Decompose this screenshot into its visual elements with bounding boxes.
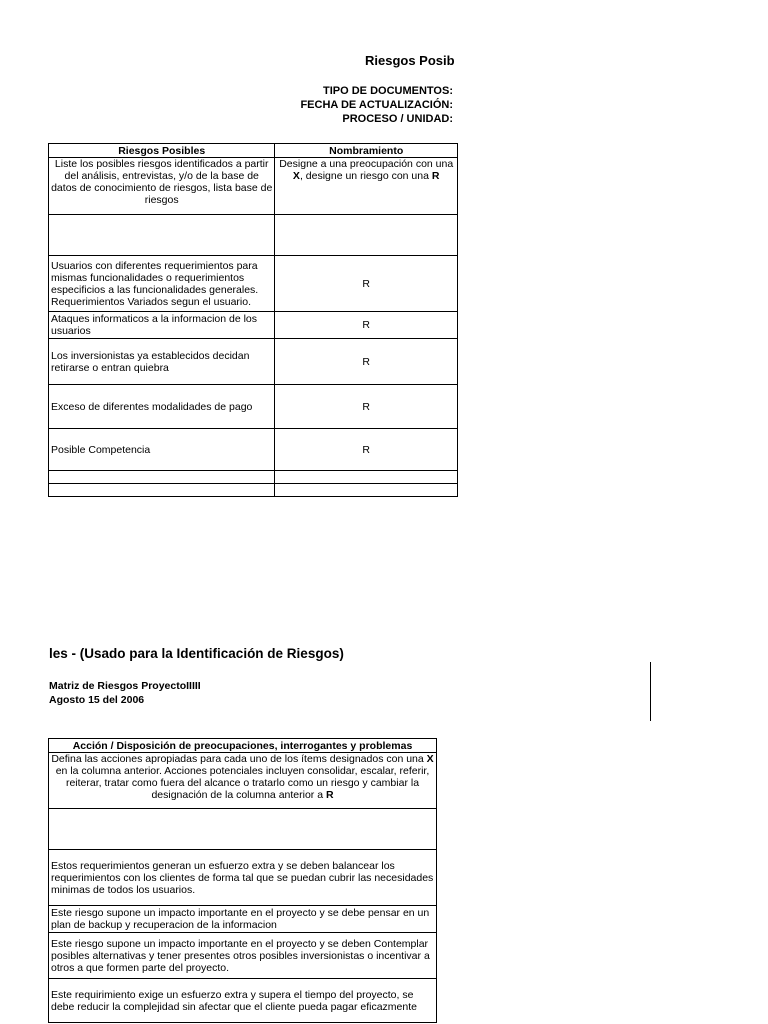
table-row — [49, 339, 458, 385]
designation-cell: R — [275, 385, 458, 429]
designation-cell: R — [275, 256, 458, 312]
action-cell — [49, 809, 437, 850]
table-row — [49, 484, 458, 497]
risks-instructions: Liste los posibles riesgos identificados a partir del análisis, entrevistas, y/o de la base de datos de conocimiento de riesgos, lista base de riesgos — [49, 158, 275, 215]
risks-table — [48, 143, 458, 497]
designation-cell — [275, 215, 458, 256]
actions-instructions: Defina las acciones apropiadas para cada uno de los ítems designados con una X en la columna anterior. Acciones potenciales incluyen consolidar, escalar, referir, reiterar, tratar como fuera del alcance o tratarlo como un riesgo y cambiar la designación de la columna anterior a R — [49, 753, 437, 809]
table-row — [49, 312, 458, 339]
date-subtitle: Agosto 15 del 2006 — [49, 694, 145, 706]
designation-instructions: Designe a una preocupación con una X, designe un riesgo con una R — [275, 158, 458, 215]
table-row — [49, 906, 437, 933]
column-header-risks: Riesgos Posibles — [49, 144, 275, 158]
table-row — [49, 850, 437, 906]
column-header-designation: Nombramiento — [275, 144, 458, 158]
instructions-row — [49, 158, 458, 215]
action-cell: Este requirimiento exige un esfuerzo extra y supera el tiempo del proyecto, se debe reducir la complejidad sin afectar que el cliente pueda pagar eficazmente — [49, 979, 437, 1023]
matrix-subtitle: Matriz de Riesgos ProyectoIIIII — [49, 680, 201, 692]
risk-cell: Posible Competencia — [49, 429, 275, 471]
designation-cell — [275, 484, 458, 497]
risk-cell: Ataques informaticos a la informacion de los usuarios — [49, 312, 275, 339]
risk-cell — [49, 484, 275, 497]
actions-table — [48, 738, 437, 1023]
table-row — [49, 979, 437, 1023]
designation-cell: R — [275, 339, 458, 385]
table-row — [49, 256, 458, 312]
table-row — [49, 471, 458, 484]
table-row — [49, 385, 458, 429]
instructions-row — [49, 753, 437, 809]
table-row — [49, 429, 458, 471]
table-row — [49, 933, 437, 979]
risk-cell: Usuarios con diferentes requerimientos para mismas funcionalidades o requerimientos especificios a las funcionalidades generales. Requerimientos Variados segun el usuario. — [49, 256, 275, 312]
process-unit-label: PROCESO / UNIDAD: — [342, 113, 453, 125]
risk-cell: Exceso de diferentes modalidades de pago — [49, 385, 275, 429]
update-date-label: FECHA DE ACTUALIZACIÓN: — [300, 99, 453, 111]
action-cell: Este riesgo supone un impacto importante en el proyecto y se debe pensar en un plan de backup y recuperacion de la informacion — [49, 906, 437, 933]
table-header-row — [49, 144, 458, 158]
page-title: Riesgos Posib — [365, 53, 455, 68]
designation-cell: R — [275, 429, 458, 471]
designation-cell: R — [275, 312, 458, 339]
risk-cell — [49, 471, 275, 484]
risk-cell: Los inversionistas ya establecidos decidan retirarse o entran quiebra — [49, 339, 275, 385]
action-cell: Este riesgo supone un impacto importante en el proyecto y se deben Contemplar posibles alternativas y tener presentes otros posibles inversionistas o incentivar a otros a que formen parte del proyecto. — [49, 933, 437, 979]
table-row — [49, 809, 437, 850]
designation-cell — [275, 471, 458, 484]
doc-type-label: TIPO DE DOCUMENTOS: — [323, 85, 453, 97]
table-row — [49, 215, 458, 256]
divider-line — [650, 662, 651, 721]
risk-cell — [49, 215, 275, 256]
table-header-row — [49, 739, 437, 753]
section-title: les - (Usado para la Identificación de Riesgos) — [49, 646, 344, 661]
column-header-actions: Acción / Disposición de preocupaciones, interrogantes y problemas — [49, 739, 437, 753]
action-cell: Estos requerimientos generan un esfuerzo extra y se deben balancear los requerimientos con los clientes de forma tal que se puedan cubrir las necesidades minimas de todos los usuarios. — [49, 850, 437, 906]
